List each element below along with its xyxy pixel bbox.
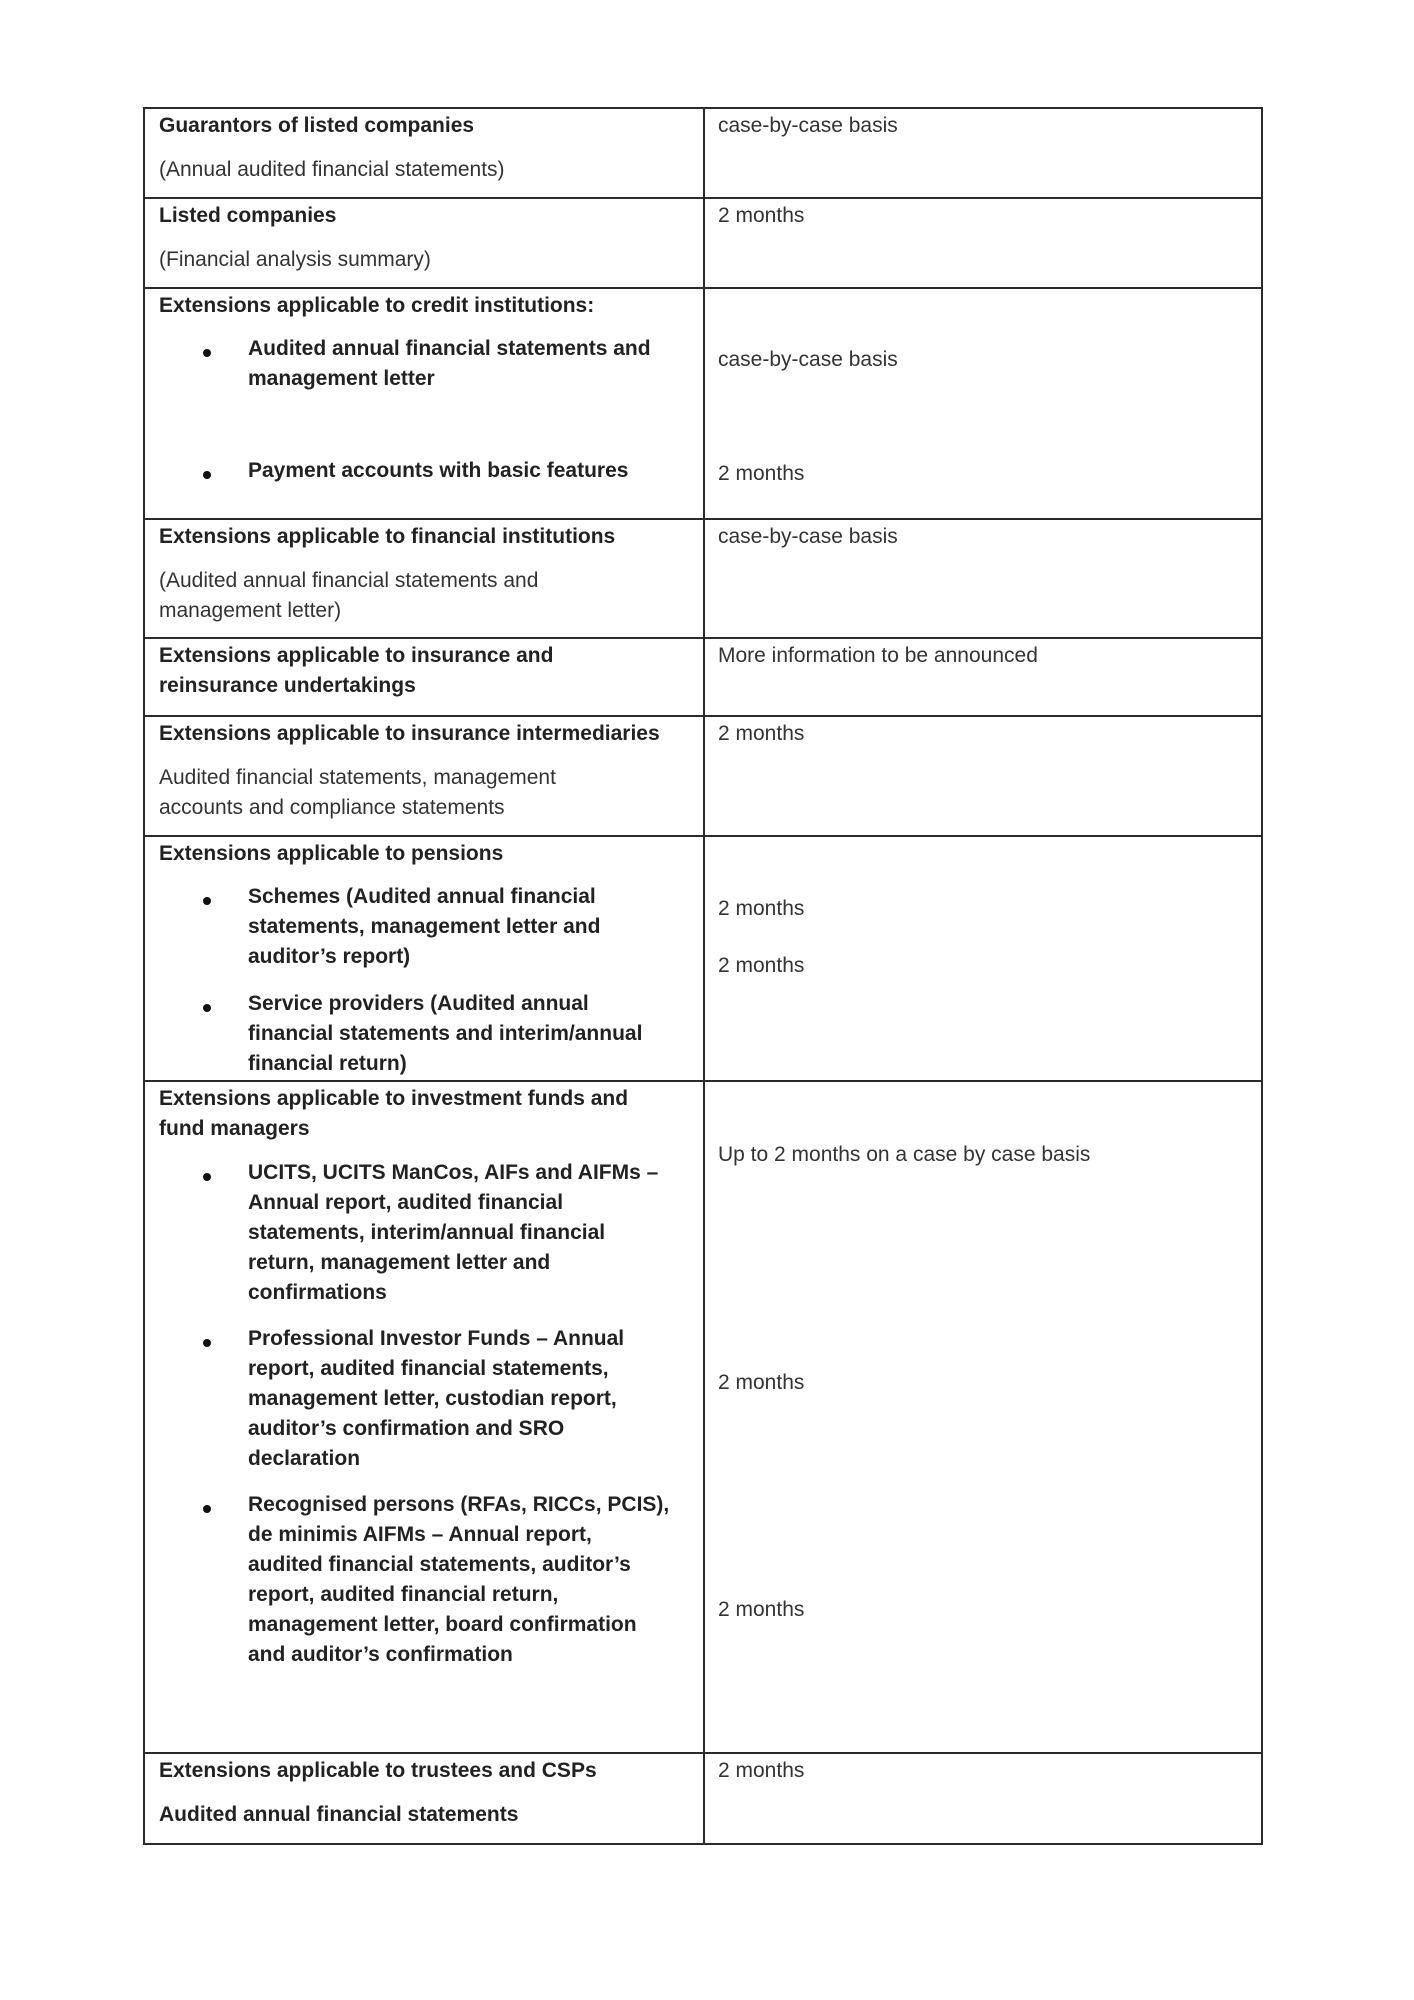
table-row	[143, 1080, 1263, 1754]
row-value-cell	[705, 1082, 1261, 1752]
row-value: case-by-case basis	[718, 114, 898, 137]
row-value: 2 months	[718, 954, 805, 977]
row-subtitle: (Annual audited financial statements)	[159, 158, 505, 181]
row-value: 2 months	[718, 1371, 805, 1394]
row-subtitle: management letter)	[159, 599, 342, 622]
row-subtitle: Audited annual financial statements	[159, 1803, 519, 1826]
row-subtitle: (Audited annual financial statements and	[159, 569, 539, 592]
row-title: Extensions applicable to insurance intermediaries	[159, 722, 660, 745]
row-title: Extensions applicable to credit institutions:	[159, 294, 595, 317]
row-label-cell	[145, 717, 705, 835]
bullet-line: Annual report, audited financial	[248, 1191, 564, 1214]
row-value-cell	[705, 289, 1261, 518]
bullet-line: auditor’s report)	[248, 945, 411, 968]
row-label-cell	[145, 1754, 705, 1843]
row-value-cell	[705, 109, 1261, 197]
row-title: Extensions applicable to investment funds and	[159, 1087, 629, 1110]
row-value-cell	[705, 1754, 1261, 1843]
row-value: 2 months	[718, 204, 805, 227]
bullet-line: management letter	[248, 367, 435, 390]
bullet-line: Schemes (Audited annual financial	[248, 885, 596, 908]
row-value-cell	[705, 199, 1261, 287]
bullet-line: and auditor’s confirmation	[248, 1643, 513, 1666]
row-title: Listed companies	[159, 204, 337, 227]
bullet-line: confirmations	[248, 1281, 387, 1304]
row-title: Extensions applicable to trustees and CSPs	[159, 1759, 597, 1782]
table-row	[143, 107, 1263, 199]
row-title: fund managers	[159, 1117, 310, 1140]
row-subtitle: (Financial analysis summary)	[159, 248, 431, 271]
row-label-cell	[145, 199, 705, 287]
row-value-cell	[705, 837, 1261, 1080]
bullet-line: report, audited financial statements,	[248, 1357, 609, 1380]
bullet-line: management letter, board confirmation	[248, 1613, 637, 1636]
table-row	[143, 835, 1263, 1082]
bullet-line: Payment accounts with basic features	[248, 459, 629, 482]
row-value: 2 months	[718, 1759, 805, 1782]
row-title: reinsurance undertakings	[159, 674, 416, 697]
bullet-line: return, management letter and	[248, 1251, 551, 1274]
bullet-icon	[203, 1004, 211, 1012]
row-value: 2 months	[718, 462, 805, 485]
row-value-cell	[705, 639, 1261, 715]
row-value-cell	[705, 717, 1261, 835]
table-row	[143, 287, 1263, 520]
row-value: 2 months	[718, 897, 805, 920]
row-value: 2 months	[718, 1598, 805, 1621]
table-row	[143, 518, 1263, 639]
row-title: Guarantors of listed companies	[159, 114, 475, 137]
row-subtitle: accounts and compliance statements	[159, 796, 505, 819]
table-row	[143, 1752, 1263, 1845]
bullet-icon	[203, 897, 211, 905]
bullet-line: statements, management letter and	[248, 915, 601, 938]
bullet-icon	[203, 1339, 211, 1347]
bullet-icon	[203, 1505, 211, 1513]
bullet-line: Recognised persons (RFAs, RICCs, PCIS),	[248, 1493, 670, 1516]
bullet-line: audited financial statements, auditor’s	[248, 1553, 631, 1576]
row-value: Up to 2 months on a case by case basis	[718, 1143, 1091, 1166]
row-value: More information to be announced	[718, 644, 1038, 667]
row-value: 2 months	[718, 722, 805, 745]
row-value: case-by-case basis	[718, 348, 898, 371]
row-label-cell	[145, 837, 705, 1080]
bullet-icon	[203, 471, 211, 479]
bullet-line: management letter, custodian report,	[248, 1387, 617, 1410]
row-label-cell	[145, 109, 705, 197]
bullet-line: financial return)	[248, 1052, 407, 1075]
bullet-line: declaration	[248, 1447, 361, 1470]
bullet-line: auditor’s confirmation and SRO	[248, 1417, 565, 1440]
bullet-line: statements, interim/annual financial	[248, 1221, 606, 1244]
bullet-line: Professional Investor Funds – Annual	[248, 1327, 625, 1350]
row-label-cell	[145, 520, 705, 637]
table-row	[143, 197, 1263, 289]
row-title: Extensions applicable to pensions	[159, 842, 504, 865]
table-row	[143, 637, 1263, 717]
bullet-icon	[203, 349, 211, 357]
bullet-line: report, audited financial return,	[248, 1583, 559, 1606]
bullet-line: Audited annual financial statements and	[248, 337, 651, 360]
row-value-cell	[705, 520, 1261, 637]
row-label-cell	[145, 639, 705, 715]
row-title: Extensions applicable to insurance and	[159, 644, 554, 667]
bullet-line: Service providers (Audited annual	[248, 992, 589, 1015]
row-subtitle: Audited financial statements, management	[159, 766, 556, 789]
bullet-icon	[203, 1173, 211, 1181]
row-title: Extensions applicable to financial institutions	[159, 525, 616, 548]
row-label-cell	[145, 1082, 705, 1752]
table-row	[143, 715, 1263, 837]
row-value: case-by-case basis	[718, 525, 898, 548]
bullet-line: de minimis AIFMs – Annual report,	[248, 1523, 592, 1546]
bullet-line: financial statements and interim/annual	[248, 1022, 643, 1045]
bullet-line: UCITS, UCITS ManCos, AIFs and AIFMs –	[248, 1161, 659, 1184]
row-label-cell	[145, 289, 705, 518]
